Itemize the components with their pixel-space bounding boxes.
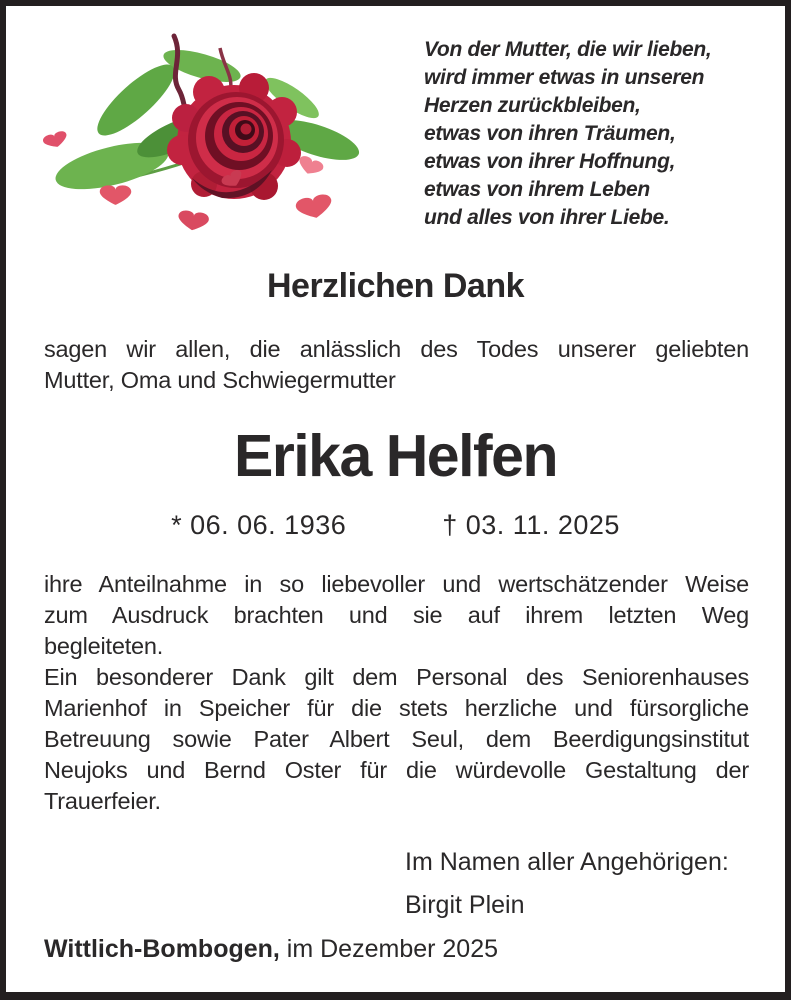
date: im Dezember 2025	[279, 935, 499, 963]
thanks-line: ihre Anteilnahme in so liebevoller und wertschätzender Weise	[44, 571, 749, 597]
thanks-line: Marienhof in Speicher für die stets herzliche und fürsorgliche	[44, 695, 749, 721]
poem-line: etwas von ihren Träumen,	[424, 122, 676, 145]
poem-line: wird immer etwas in unseren	[424, 66, 705, 89]
intro-paragraph	[44, 334, 749, 396]
intro-line: Mutter, Oma und Schwiegermutter	[44, 367, 396, 393]
heart-petal	[295, 193, 335, 222]
signature-block	[405, 849, 749, 918]
rose-illustration	[24, 28, 384, 233]
thanks-line: Neujoks und Bernd Oster für die würdevolle Gestaltung der	[44, 757, 749, 783]
poem-line: und alles von ihrer Liebe.	[424, 206, 670, 229]
life-dates	[6, 510, 785, 541]
place: Wittlich-Bombogen,	[44, 935, 280, 963]
thanks-line: Ein besonderer Dank gilt dem Personal des Seniorenhauses	[44, 664, 749, 690]
death-date: † 03. 11. 2025	[442, 510, 620, 540]
thanks-line: Trauerfeier.	[44, 788, 161, 814]
thanks-line: zum Ausdruck brachten und sie auf ihrem letzten Weg	[44, 602, 749, 628]
intro-line: sagen wir allen, die anlässlich des Todes unserer geliebten	[44, 336, 749, 362]
poem-line: Herzen zurückbleiben,	[424, 94, 641, 117]
place-date-line	[44, 935, 498, 964]
heart-petal	[42, 130, 69, 151]
thanks-line: begleiteten.	[44, 633, 164, 659]
poem-line: etwas von ihrer Hoffnung,	[424, 150, 676, 173]
thanks-paragraph	[44, 569, 749, 817]
header-row	[6, 6, 785, 233]
deceased-name: Erika Helfen	[233, 423, 558, 489]
thanks-line: Betreuung sowie Pater Albert Seul, dem Beerdigungsinstitut	[44, 726, 749, 752]
heart-petal	[177, 210, 210, 233]
birth-date: * 06. 06. 1936	[171, 510, 347, 540]
heart-petal	[296, 154, 325, 178]
memorial-poem	[424, 36, 711, 232]
heart-petal	[100, 185, 132, 204]
rose-photo	[24, 28, 384, 233]
on-behalf-line: Im Namen aller Angehörigen:	[405, 848, 729, 876]
thanks-heading: Herzlichen Dank	[266, 267, 525, 305]
rose-spiral	[241, 124, 252, 135]
signer-name: Birgit Plein	[405, 891, 525, 919]
poem-line: etwas von ihrem Leben	[424, 178, 650, 201]
poem-line: Von der Mutter, die wir lieben,	[424, 38, 712, 61]
